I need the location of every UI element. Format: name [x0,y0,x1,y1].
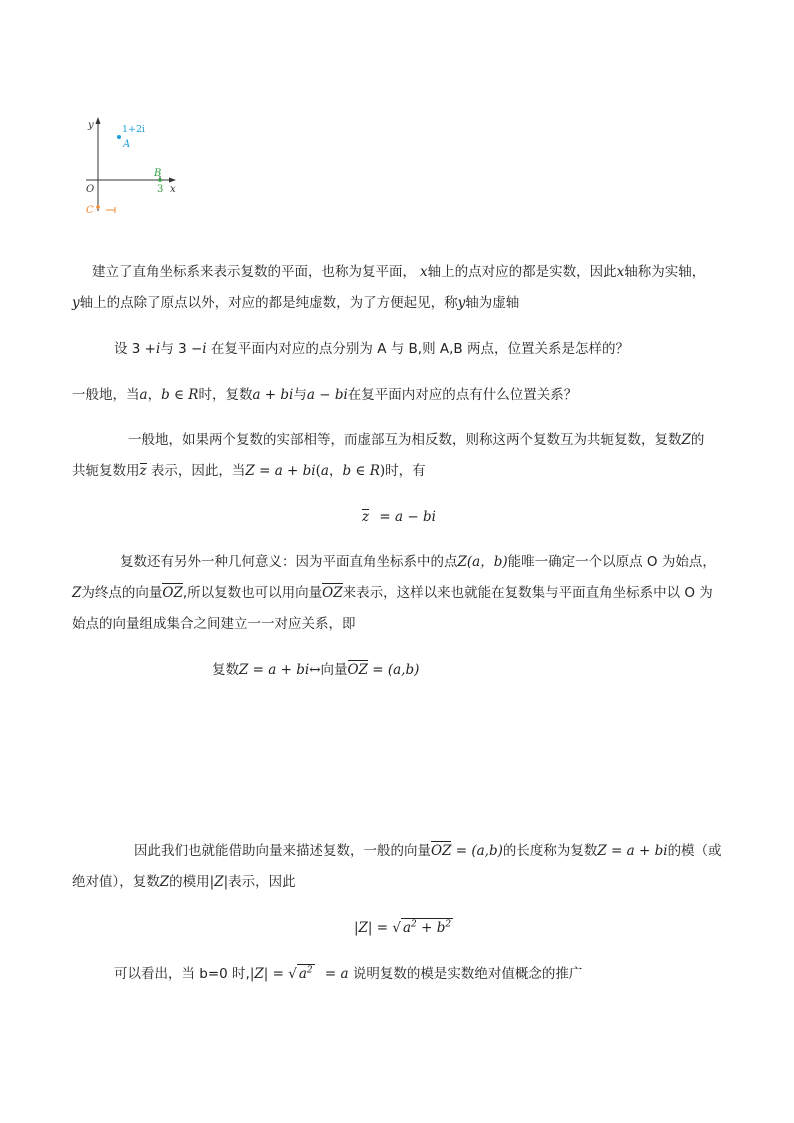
expr: (a，b) [466,554,508,570]
text: 时，有 [385,463,426,479]
paragraph-3 [72,386,577,404]
expr: = (a,b) [451,843,503,859]
expr: = a [320,966,349,982]
equation-modulus [354,918,453,937]
exponent: 2 [411,919,417,930]
text: 共轭复数用 [72,463,140,479]
text: 能唯一确定一个以原点 O 为始点， [507,554,716,570]
paragraph-6-line-1 [134,842,722,860]
point-b-label: B [154,168,162,179]
var-z: Z [681,432,691,448]
var-x: x [420,264,428,280]
paragraph-1-line-2 [72,294,519,312]
paragraph-7 [114,964,582,983]
paragraph-5-line-1 [120,553,716,571]
text: 与 3 − [160,341,203,357]
point-c [96,205,100,209]
text: 轴上的点除了原点以外，对应的都是纯虚数，为了方便起见，称 [79,295,458,311]
text: ∈ [351,463,370,479]
arrow: ↔ [309,662,321,678]
expr: a − bi [306,387,348,403]
radicand [401,918,453,937]
exponent: 2 [445,919,452,930]
expr: Z = a + bi [245,463,316,479]
paragraph-1-line-1 [92,263,705,281]
paragraph-4-line-2 [72,462,426,480]
point-a [117,135,121,139]
exponent: 2 [306,965,313,976]
text: 一般地，当 [72,387,140,403]
var-zbar: z [139,463,147,479]
var-r: R [188,387,199,403]
text: ∈ [169,387,189,403]
expr: Z = a + bi [239,662,310,678]
expr: Z = a + bi [597,843,668,859]
text: 一般地，如果两个复数的实部相等，而虚部互为相反数，则称这两个复数互为共轭复数，复数 [128,432,682,448]
text: 复数 [212,662,239,678]
text: 说明复数的模是实数绝对值概念的推广 [348,966,583,982]
text: ( [315,463,321,479]
paragraph-5-line-2 [72,584,713,602]
point-b-value: 3 [157,184,164,195]
text: 表示，因此，当 [146,463,246,479]
point-a-value: 1+2i [122,124,146,135]
text: 向量 [320,662,348,678]
equation-conjugate [362,508,436,526]
point-a-label: A [123,139,131,150]
text: ,所以复数也可以用向量 [182,585,323,601]
text: 复数还有另外一种几何意义：因为平面直角坐标系中的点 [120,554,458,570]
text: + [416,920,437,936]
point-c-label: C [86,205,94,216]
var-zbar: z [362,509,370,525]
var-b: b [342,463,352,479]
expr: = (a,b) [367,662,420,678]
abs-z: |Z| [209,874,229,890]
var-a: a [139,387,148,403]
vector-oz: OZ [322,585,343,601]
text: 的模（或 [667,843,722,859]
text: 的 [690,432,705,448]
vector-oz: OZ [162,585,183,601]
var-i: i [202,341,207,357]
text: 绝对值），复数 [72,874,160,890]
var-r: R [369,463,380,479]
complex-plane-figure [82,115,182,220]
var-b: b [436,920,446,936]
sqrt-symbol: √ [392,920,401,936]
equation-correspondence [212,661,419,679]
vector-oz: OZ [431,843,452,859]
vector-oz: OZ [347,662,368,678]
text: 建立了直角坐标系来表示复数的平面，也称为复平面， [92,264,416,280]
var-i: i [155,341,161,357]
text: 的长度称为复数 [502,843,598,859]
text: 始点的向量组成集合之间建立一一对应关系，即 [72,616,356,632]
paragraph-6-line-2 [72,873,296,891]
var-b: b [161,387,170,403]
expr: |Z| = [354,920,393,936]
origin-label: O [86,184,95,195]
text: 轴为虚轴 [465,295,520,311]
text: ， [328,463,343,479]
var-z: Z [72,585,82,601]
text: 的模用 [169,874,210,890]
x-axis-label: x [170,184,176,195]
text: 轴称为实轴， [624,264,706,280]
text: 来表示，这样以来也就能在复数集与平面直角坐标系中以 O 为 [342,585,713,601]
text: 设 3 + [114,341,156,357]
var-z: Z [159,874,170,890]
paragraph-2 [114,340,629,358]
text: 时，复数 [198,387,253,403]
var-z: Z [457,554,467,570]
text: 为终点的向量 [81,585,163,601]
paragraph-4-line-1 [128,431,704,449]
var-a: a [320,463,329,479]
x-axis-arrow [169,178,176,183]
text: ， [147,387,162,403]
expr: |Z| = [249,966,289,982]
paragraph-5-line-3 [72,615,356,633]
text: 轴上的点对应的都是实数，因此 [427,264,617,280]
expr: = a − bi [375,509,436,525]
var-x: x [616,264,625,280]
var-a: a [402,920,412,936]
text: 因此我们也就能借助向量来描述复数，一般的向量 [134,843,431,859]
text: 与 [293,387,307,403]
text: 在复平面内对应的点分别为 A 与 B,则 A,B 两点，位置关系是怎样的？ [206,341,629,357]
text: 在复平面内对应的点有什么位置关系？ [347,387,578,403]
y-axis-label: y [88,120,94,131]
sqrt-symbol: √ [288,966,297,982]
radicand [297,964,315,983]
text: 可以看出，当 b=0 时, [114,966,250,982]
y-axis-arrow [96,117,101,124]
var-y: y [457,295,466,311]
text: ) [379,463,386,479]
expr: a + bi [252,387,294,403]
var-y: y [72,295,80,311]
var-a: a [298,966,307,982]
text: 表示，因此 [228,874,296,890]
